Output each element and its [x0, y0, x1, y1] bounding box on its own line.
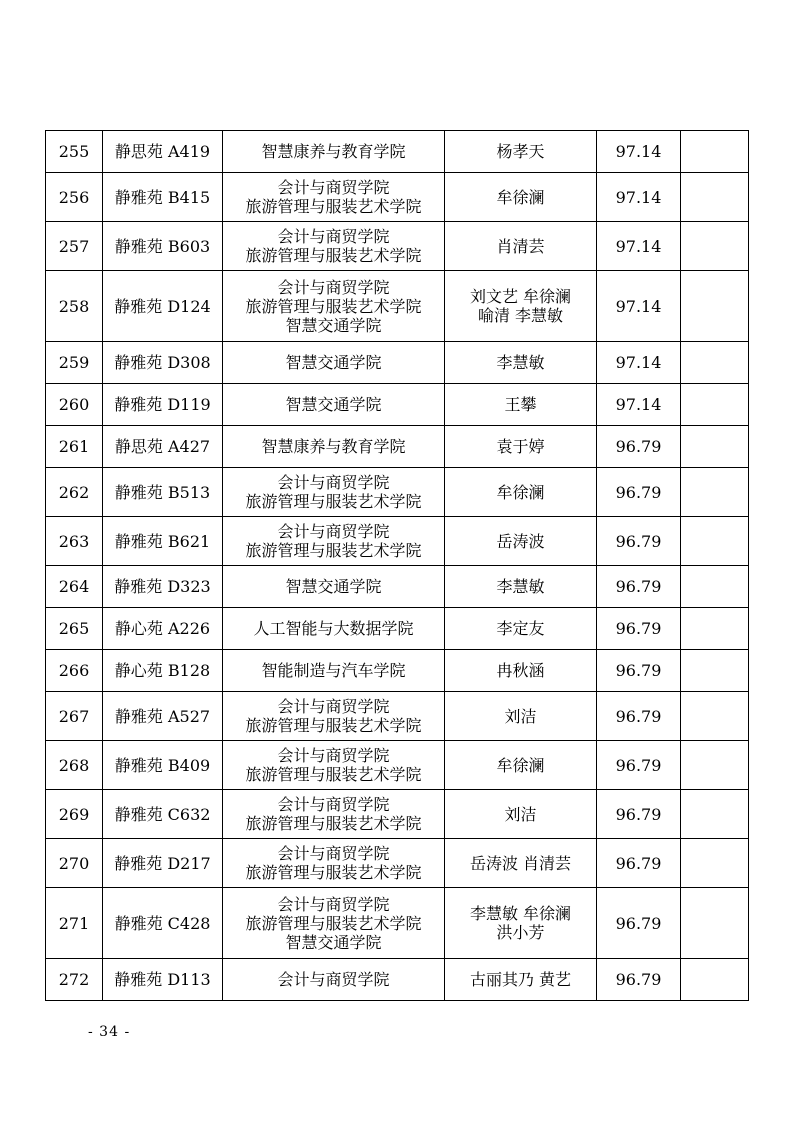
- person-names: 刘文艺 牟徐澜: [469, 287, 572, 306]
- college-name: 人工智能与大数据学院: [253, 619, 414, 638]
- score-cell: 96.79: [597, 566, 681, 608]
- college-name: 会计与商贸学院: [277, 697, 390, 716]
- person-cell: [445, 566, 597, 608]
- row-number-cell: 258: [46, 271, 103, 342]
- table-row: [46, 959, 749, 1001]
- note-cell: [681, 608, 749, 650]
- note-cell: [681, 790, 749, 839]
- college-cell: [223, 173, 445, 222]
- score-cell: 96.79: [597, 517, 681, 566]
- table-row: [46, 384, 749, 426]
- person-names: 袁于婷: [496, 437, 545, 456]
- person-names: 杨孝天: [496, 142, 545, 161]
- person-names: 刘洁: [504, 706, 537, 726]
- college-name: 会计与商贸学院: [277, 894, 390, 914]
- row-number-cell: 268: [46, 741, 103, 790]
- college-name: 旅游管理与服装艺术学院: [245, 863, 422, 882]
- room-cell: 静雅苑 D308: [103, 342, 223, 384]
- college-cell: [223, 741, 445, 790]
- person-names: 牟徐澜: [496, 187, 545, 207]
- table-row: [46, 839, 749, 888]
- college-cell: [223, 692, 445, 741]
- row-number-cell: 272: [46, 959, 103, 1001]
- table-row: [46, 426, 749, 468]
- score-cell: 96.79: [597, 959, 681, 1001]
- note-cell: [681, 839, 749, 888]
- person-cell: [445, 608, 597, 650]
- score-cell: 97.14: [597, 222, 681, 271]
- college-name: 智慧交通学院: [285, 315, 382, 335]
- person-names: 刘洁: [504, 804, 537, 824]
- row-number-cell: 257: [46, 222, 103, 271]
- college-cell: [223, 839, 445, 888]
- score-cell: 96.79: [597, 741, 681, 790]
- college-name: 旅游管理与服装艺术学院: [245, 197, 422, 216]
- room-cell: 静雅苑 B603: [103, 222, 223, 271]
- score-cell: 97.14: [597, 131, 681, 173]
- person-cell: [445, 384, 597, 426]
- room-cell: 静雅苑 A527: [103, 692, 223, 741]
- college-name: 旅游管理与服装艺术学院: [245, 913, 422, 933]
- college-cell: [223, 222, 445, 271]
- college-cell: [223, 342, 445, 384]
- college-name: 智慧交通学院: [285, 577, 382, 596]
- table-row: [46, 566, 749, 608]
- note-cell: [681, 959, 749, 1001]
- row-number-cell: 264: [46, 566, 103, 608]
- row-number-cell: 271: [46, 888, 103, 959]
- table-row: [46, 468, 749, 517]
- score-cell: 97.14: [597, 173, 681, 222]
- person-names: 古丽其乃 黄艺: [469, 970, 572, 989]
- table-row: [46, 517, 749, 566]
- note-cell: [681, 384, 749, 426]
- college-name: 旅游管理与服装艺术学院: [245, 296, 422, 316]
- row-number-cell: 261: [46, 426, 103, 468]
- person-names: 牟徐澜: [496, 755, 545, 775]
- note-cell: [681, 517, 749, 566]
- table-row: [46, 271, 749, 342]
- college-name: 旅游管理与服装艺术学院: [245, 716, 422, 735]
- person-names: 岳涛波: [496, 531, 545, 551]
- college-name: 智慧交通学院: [285, 932, 382, 952]
- table-row: [46, 692, 749, 741]
- score-cell: 96.79: [597, 468, 681, 517]
- score-cell: 96.79: [597, 650, 681, 692]
- person-names: 牟徐澜: [496, 482, 545, 502]
- note-cell: [681, 131, 749, 173]
- room-cell: 静雅苑 C632: [103, 790, 223, 839]
- row-number-cell: 265: [46, 608, 103, 650]
- table-row: [46, 888, 749, 959]
- person-names: 肖清芸: [496, 236, 545, 256]
- row-number-cell: 270: [46, 839, 103, 888]
- room-cell: 静心苑 A226: [103, 608, 223, 650]
- college-name: 旅游管理与服装艺术学院: [245, 246, 422, 265]
- table-row: [46, 173, 749, 222]
- room-cell: 静心苑 B128: [103, 650, 223, 692]
- college-name: 旅游管理与服装艺术学院: [245, 492, 422, 511]
- room-cell: 静雅苑 D119: [103, 384, 223, 426]
- person-names: 洪小芳: [496, 923, 545, 942]
- note-cell: [681, 741, 749, 790]
- college-name: 会计与商贸学院: [277, 227, 390, 246]
- college-cell: [223, 888, 445, 959]
- college-name: 会计与商贸学院: [277, 473, 390, 492]
- table-row: [46, 608, 749, 650]
- row-number-cell: 269: [46, 790, 103, 839]
- note-cell: [681, 173, 749, 222]
- person-cell: [445, 426, 597, 468]
- note-cell: [681, 468, 749, 517]
- score-cell: 96.79: [597, 692, 681, 741]
- person-names: 岳涛波 肖清芸: [469, 853, 572, 873]
- note-cell: [681, 426, 749, 468]
- note-cell: [681, 222, 749, 271]
- college-name: 旅游管理与服装艺术学院: [245, 541, 422, 560]
- college-cell: [223, 650, 445, 692]
- person-cell: [445, 173, 597, 222]
- person-cell: [445, 468, 597, 517]
- row-number-cell: 260: [46, 384, 103, 426]
- college-cell: [223, 959, 445, 1001]
- row-number-cell: 262: [46, 468, 103, 517]
- note-cell: [681, 888, 749, 959]
- college-name: 智慧交通学院: [285, 353, 382, 372]
- college-cell: [223, 426, 445, 468]
- college-name: 智慧交通学院: [285, 395, 382, 414]
- college-cell: [223, 608, 445, 650]
- room-cell: 静雅苑 D323: [103, 566, 223, 608]
- score-cell: 96.79: [597, 790, 681, 839]
- college-cell: [223, 271, 445, 342]
- person-cell: [445, 839, 597, 888]
- score-cell: 97.14: [597, 271, 681, 342]
- college-cell: [223, 384, 445, 426]
- person-names: 李慧敏: [496, 577, 545, 596]
- person-cell: [445, 741, 597, 790]
- person-cell: [445, 131, 597, 173]
- person-cell: [445, 517, 597, 566]
- score-cell: 96.79: [597, 888, 681, 959]
- college-name: 智能制造与汽车学院: [261, 661, 406, 680]
- score-cell: 96.79: [597, 839, 681, 888]
- table-row: [46, 131, 749, 173]
- room-cell: 静雅苑 B621: [103, 517, 223, 566]
- score-cell: 96.79: [597, 608, 681, 650]
- room-cell: 静雅苑 B415: [103, 173, 223, 222]
- row-number-cell: 256: [46, 173, 103, 222]
- row-number-cell: 263: [46, 517, 103, 566]
- page-number: - 34 -: [88, 1024, 131, 1040]
- person-cell: [445, 959, 597, 1001]
- college-cell: [223, 468, 445, 517]
- note-cell: [681, 692, 749, 741]
- room-cell: 静雅苑 D124: [103, 271, 223, 342]
- person-names: 喻清 李慧敏: [477, 306, 564, 325]
- person-names: 李慧敏: [496, 353, 545, 372]
- college-name: 会计与商贸学院: [277, 795, 390, 814]
- row-number-cell: 255: [46, 131, 103, 173]
- note-cell: [681, 342, 749, 384]
- note-cell: [681, 566, 749, 608]
- room-cell: 静雅苑 B409: [103, 741, 223, 790]
- table-row: [46, 342, 749, 384]
- room-cell: 静雅苑 D217: [103, 839, 223, 888]
- person-names: 李定友: [496, 619, 545, 638]
- row-number-cell: 259: [46, 342, 103, 384]
- college-name: 会计与商贸学院: [277, 970, 390, 989]
- college-name: 智慧康养与教育学院: [261, 142, 406, 161]
- college-name: 会计与商贸学院: [277, 844, 390, 863]
- table-row: [46, 790, 749, 839]
- college-name: 会计与商贸学院: [277, 277, 390, 297]
- room-cell: 静思苑 A419: [103, 131, 223, 173]
- room-cell: 静思苑 A427: [103, 426, 223, 468]
- row-number-cell: 266: [46, 650, 103, 692]
- person-cell: [445, 888, 597, 959]
- score-cell: 96.79: [597, 426, 681, 468]
- person-cell: [445, 692, 597, 741]
- college-cell: [223, 790, 445, 839]
- table-body: [46, 131, 749, 1001]
- college-cell: [223, 566, 445, 608]
- row-number-cell: 267: [46, 692, 103, 741]
- room-cell: 静雅苑 D113: [103, 959, 223, 1001]
- person-names: 李慧敏 牟徐澜: [469, 904, 572, 923]
- person-cell: [445, 271, 597, 342]
- room-cell: 静雅苑 B513: [103, 468, 223, 517]
- table-row: [46, 741, 749, 790]
- person-cell: [445, 222, 597, 271]
- note-cell: [681, 271, 749, 342]
- college-cell: [223, 517, 445, 566]
- college-name: 智慧康养与教育学院: [261, 437, 406, 456]
- person-cell: [445, 790, 597, 839]
- person-names: 冉秋涵: [496, 661, 545, 680]
- score-cell: 97.14: [597, 384, 681, 426]
- note-cell: [681, 650, 749, 692]
- room-cell: 静雅苑 C428: [103, 888, 223, 959]
- dormitory-score-table: [45, 130, 749, 1001]
- college-name: 旅游管理与服装艺术学院: [245, 765, 422, 784]
- table-row: [46, 222, 749, 271]
- person-names: 王攀: [504, 395, 537, 414]
- college-cell: [223, 131, 445, 173]
- college-name: 会计与商贸学院: [277, 178, 390, 197]
- table-row: [46, 650, 749, 692]
- college-name: 旅游管理与服装艺术学院: [245, 814, 422, 833]
- college-name: 会计与商贸学院: [277, 746, 390, 765]
- person-cell: [445, 650, 597, 692]
- score-cell: 97.14: [597, 342, 681, 384]
- college-name: 会计与商贸学院: [277, 522, 390, 541]
- person-cell: [445, 342, 597, 384]
